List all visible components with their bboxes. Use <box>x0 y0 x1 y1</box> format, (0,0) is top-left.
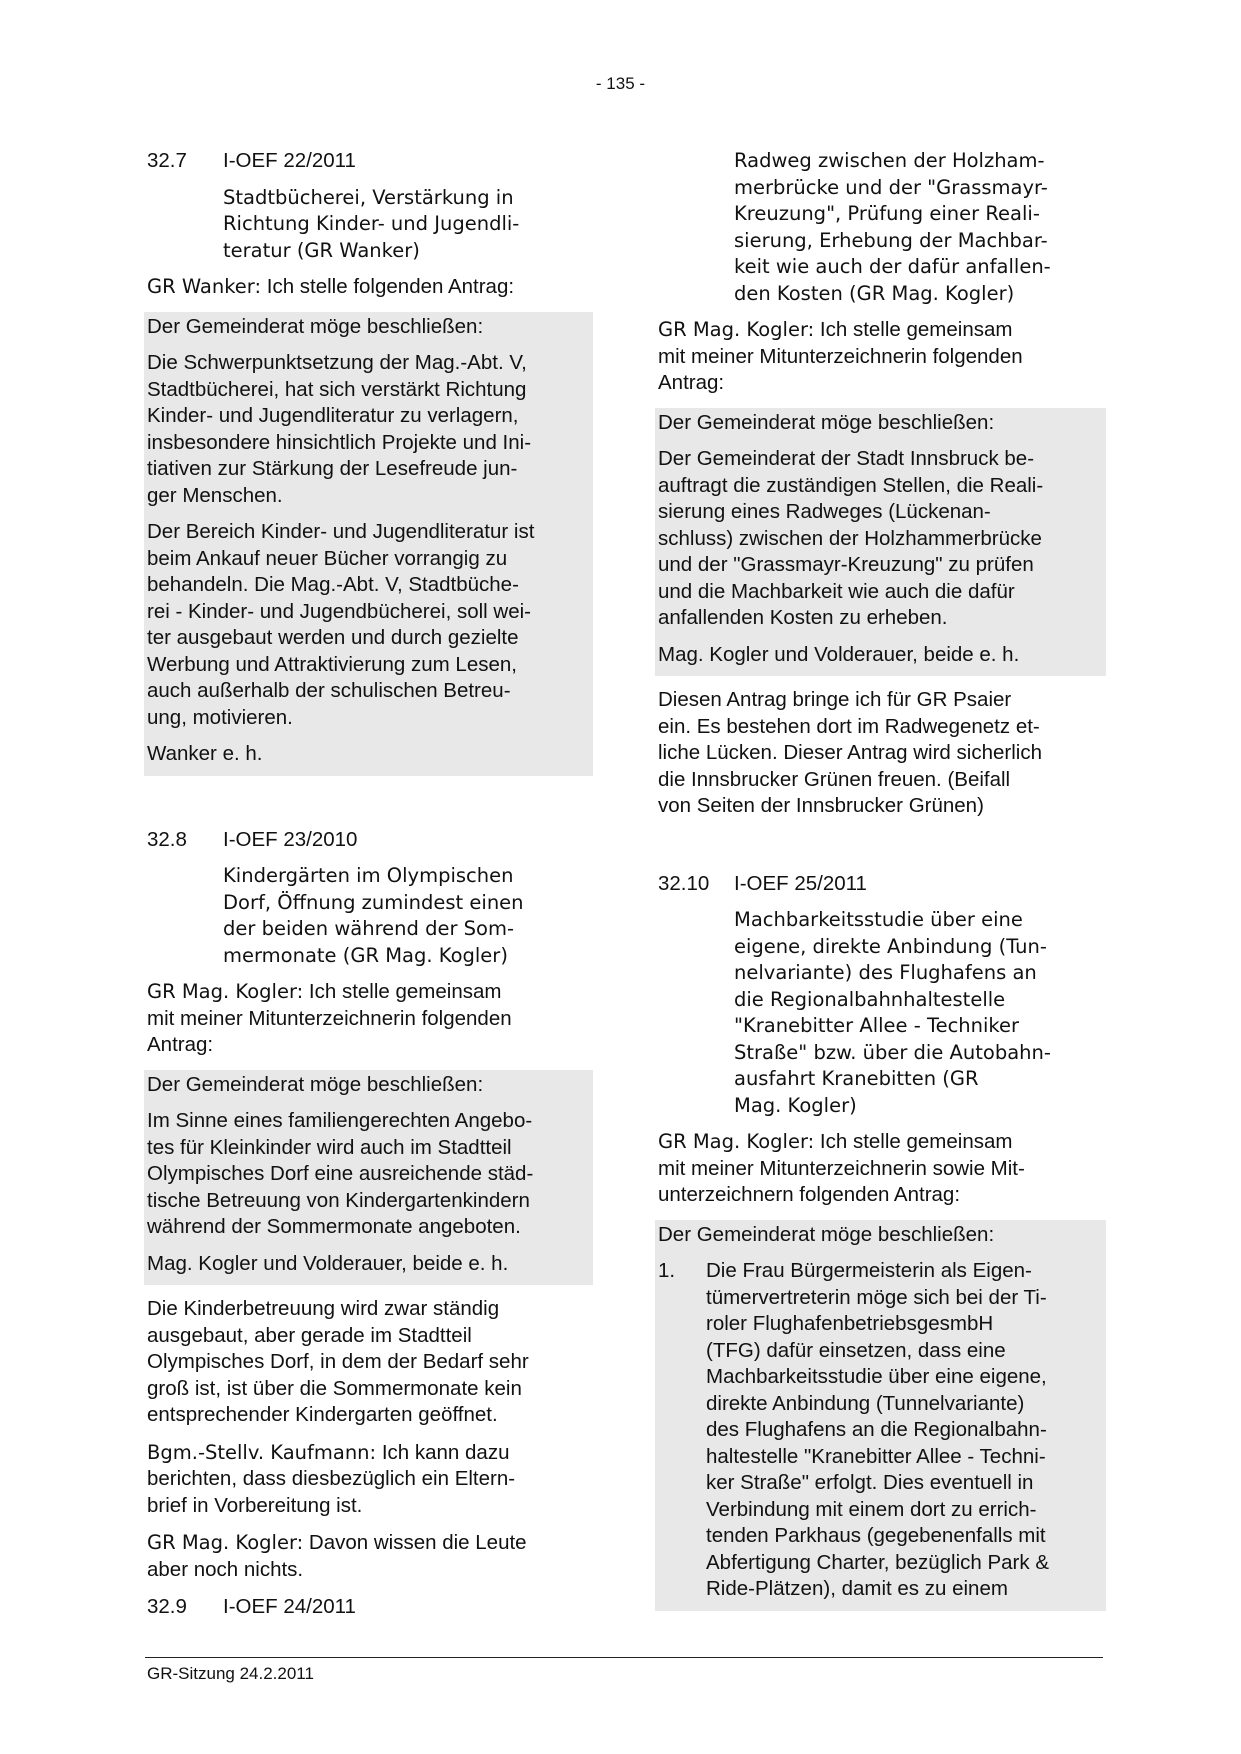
motion-text: Die Schwerpunktsetzung der Mag.-Abt. V, Stadtbücherei, hat sich verstärkt Richtung Kinder- und Jugendliteratur zu verlagern, insbesondere hinsichtlich Projekte und Ini- tiativen zur Stärkung der Lesefreude jun- ger Menschen. <box>147 351 532 507</box>
speaker: Bgm.-Stellv. Kaufmann: <box>147 1440 377 1464</box>
item-32-9-title: Radweg zwischen der Holzham- merbrücke und der "Grassmayr- Kreuzung", Prüfung einer Reali- sierung, Erhebung der Machbar- keit wie auch der dafür anfallen- den Kosten (GR Mag. Kogler) <box>734 149 1051 305</box>
item-reference: I-OEF 22/2011 <box>223 149 356 172</box>
reply: GR Mag. Kogler: Davon wissen die Leute aber noch nichts. <box>147 1531 527 1581</box>
item-32-7-heading <box>147 148 590 175</box>
item-32-7-intro: GR Wanker: Ich stelle folgenden Antrag: <box>147 275 515 298</box>
motion-text: Der Gemeinderat der Stadt Innsbruck be- auftragt die zuständigen Stellen, die Reali- sierung eines Radweges (Lückenan- schluss) zwischen der Holzhammerbrücke und der "Grassmayr-Kreuzung" zu prüfen und die Machbarkeit wie auch die dafür anfallenden Kosten zu erheben. <box>658 447 1044 629</box>
page-number: - 135 - <box>595 74 646 93</box>
motion-heading: Der Gemeinderat möge beschließen: <box>147 1072 484 1096</box>
footer-session-date: GR-Sitzung 24.2.2011 <box>147 1664 314 1683</box>
item-reference: I-OEF 23/2010 <box>223 827 358 851</box>
motion-text: Der Bereich Kinder- und Jugendliteratur ist beim Ankauf neuer Bücher vorrangig zu behandeln. Die Mag.-Abt. V, Stadtbüche- rei - Kinder- und Jugendbücherei, soll wei- ter ausgebaut werden und durch gezielte Werbung und Attraktivierung zum Lesen, auch außerhalb der schulischen Betreu- ung, motivieren. <box>147 520 535 729</box>
motion-text: Im Sinne eines familiengerechten Angebo- tes für Kleinkinder wird auch im Stadtteil Olympisches Dorf eine ausreichende städ- tische Betreuung von Kindergartenkindern während der Sommermonate angeboten. <box>147 1109 534 1238</box>
motion-point-1 <box>658 1258 1103 1610</box>
speaker: GR Mag. Kogler: <box>147 1531 304 1554</box>
speaker: GR Mag. Kogler: <box>658 318 815 341</box>
point-text: Die Frau Bürgermeisterin als Eigen- tümervertreterin möge sich bei der Ti- roler FlughafenbetriebsgesmbH (TFG) dafür einsetzen, dass eine Machbarkeitsstudie über eine eigene, direkte Anbindung (Tunnelvariante) des Flughafens an die Regionalbahn- haltestelle "Kranebitter Allee - Techni- ker Straße" erfolgt. Dies eventuell in Verbindung mit einem dort zu errich- tenden Parkhaus (gegebenenfalls mit Abfertigung Charter, bezüglich Park & Ride-Plätzen), damit es zu einem <box>706 1259 1049 1600</box>
item-number: 32.8 <box>147 827 187 851</box>
speaker: GR Mag. Kogler: <box>147 980 304 1003</box>
item-32-7-title: Stadtbücherei, Verstärkung in Richtung Kinder- und Jugendli- teratur (GR Wanker) <box>223 185 520 262</box>
item-32-9-heading <box>147 1594 590 1621</box>
motion-signature: Wanker e. h. <box>147 742 263 765</box>
statement: Diesen Antrag bringe ich für GR Psaier ein. Es bestehen dort im Radwegenetz et- liche Lücken. Dieser Antrag wird sicherlich die Innsbrucker Grünen freuen. (Beifall von Seiten der Innsbrucker Grünen) <box>658 688 1042 817</box>
motion-heading: Der Gemeinderat möge beschließen: <box>658 1222 995 1246</box>
item-32-8-intro: GR Mag. Kogler: Ich stelle gemeinsam mit meiner Mitunterzeichnerin folgenden Antrag: <box>147 980 512 1056</box>
motion-heading: Der Gemeinderat möge beschließen: <box>147 314 484 338</box>
motion-signature: Mag. Kogler und Volderauer, beide e. h. <box>147 1251 509 1275</box>
left-column <box>147 148 590 1631</box>
item-number: 32.10 <box>658 871 710 895</box>
motion-heading: Der Gemeinderat möge beschließen: <box>658 410 995 434</box>
item-32-10-heading <box>658 871 1103 898</box>
item-number: 32.9 <box>147 1595 187 1618</box>
item-32-8-title: Kindergärten im Olympischen Dorf, Öffnung zumindest einen der beiden während der Som- mermonate (GR Mag. Kogler) <box>223 864 524 967</box>
item-32-10-motion-box <box>655 1220 1106 1611</box>
item-32-9-intro: GR Mag. Kogler: Ich stelle gemeinsam mit meiner Mitunterzeichnerin folgenden Antrag: <box>658 318 1023 394</box>
item-32-7-motion-box <box>144 312 593 776</box>
statement: Die Kinderbetreuung wird zwar ständig ausgebaut, aber gerade im Stadtteil Olympisches Dorf, in dem der Bedarf sehr groß ist, ist über die Sommermonate kein entsprechender Kindergarten geöffnet. <box>147 1297 529 1426</box>
right-column <box>658 148 1103 1622</box>
item-reference: I-OEF 24/2011 <box>223 1595 356 1618</box>
footer-rule <box>145 1657 1103 1658</box>
item-32-8-motion-box <box>144 1070 593 1286</box>
item-32-8-heading <box>147 827 590 854</box>
point-number: 1. <box>658 1259 676 1282</box>
speaker: GR Mag. Kogler: <box>658 1130 815 1153</box>
item-number: 32.7 <box>147 149 187 172</box>
item-32-9-motion-box <box>655 408 1106 677</box>
reply: Bgm.-Stellv. Kaufmann: Ich kann dazu berichten, dass diesbezüglich ein Eltern- brief in Vorbereitung ist. <box>147 1440 516 1517</box>
speaker: GR Wanker: <box>147 275 262 298</box>
item-reference: I-OEF 25/2011 <box>734 871 867 895</box>
item-32-10-title: Machbarkeitsstudie über eine eigene, direkte Anbindung (Tun- nelvariante) des Flughafens an die Regionalbahnhaltestelle "Kranebitter Allee - Techniker Straße" bzw. über die Autobahn- ausfahrt Kranebitten (GR Mag. Kogler) <box>734 908 1051 1117</box>
motion-signature: Mag. Kogler und Volderauer, beide e. h. <box>658 642 1020 666</box>
item-32-10-intro: GR Mag. Kogler: Ich stelle gemeinsam mit meiner Mitunterzeichnerin sowie Mit- unterzeichnern folgenden Antrag: <box>658 1130 1025 1206</box>
